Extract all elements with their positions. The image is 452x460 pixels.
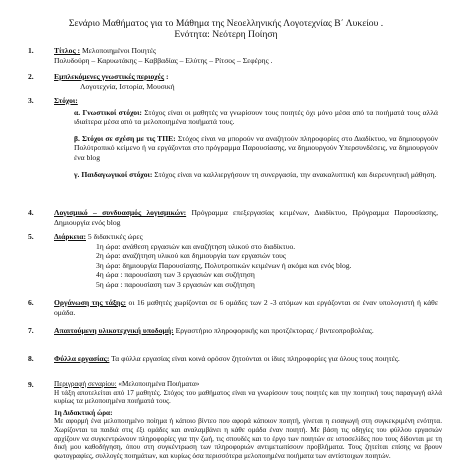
section-number: 3. <box>28 96 34 105</box>
document-title <box>0 18 452 40</box>
section-scenario-description <box>28 380 442 460</box>
section-label: Περιγραφή σεναρίου: <box>54 380 117 388</box>
goal-label: β. Στόχοι σε σχέση με τις ΤΠΕ: <box>74 133 176 143</box>
list-item: 5η ώρα : παρουσίαση των 3 εργασιών και συζήτηση <box>96 279 255 289</box>
section-text: Μελοποιημένοι Ποιητές <box>80 46 157 55</box>
poets-list: Πολυδούρη – Καρυωτάκης – Καββαδίας – Ελύτης – Ρίτσος – Σεφέρης . <box>54 55 273 65</box>
section-text: Πρόγραμμα επεξεργασίας κειμένων, Διαδίκτυο, Πρόγραμμα Παρουσίασης, Δημιουργία ενός blog <box>54 208 439 227</box>
section-text: «Μελοποιημένα Ποιήματα» <box>116 380 200 388</box>
section-number: 4. <box>28 208 34 217</box>
goal-text: Στόχος είναι να καλλιεργήσουν τη συνεργασία, την ανακαλυπτική και διερευνητική μάθηση. <box>152 169 437 179</box>
goal-label: α. Γνωστικοί στόχοι: <box>74 107 142 117</box>
section-number: 2. <box>28 72 34 81</box>
goal-label: γ. Παιδαγωγικοί στόχοι: <box>74 169 153 179</box>
section-number: 9. <box>28 380 34 389</box>
section-infrastructure <box>28 326 438 336</box>
goal-pedagogical <box>74 170 438 180</box>
section-label: Στόχοι: <box>54 96 78 105</box>
section-label: Εμπλεκόμενες γνωστικές περιοχές <box>54 72 165 81</box>
section-number: 8. <box>28 354 34 363</box>
goal-cognitive <box>74 108 438 127</box>
section-label-suffix: : <box>164 72 169 81</box>
section-text: Τα φύλλα εργασίας είναι κοινά ορόσον ζητούνται οι ίδιες πληροφορίες για όλους τους ποιητές. <box>109 354 400 363</box>
section-class-organization <box>28 298 438 317</box>
section-label: Οργάνωση της τάξης: <box>54 298 127 307</box>
section-label: Διάρκεια: <box>54 232 86 241</box>
section-label: Τίτλος : <box>54 46 81 55</box>
list-item: 3η ώρα: δημιουργία Παρουσίασης, Πολυτροπικών κειμένων ή ακόμα και ενός blog. <box>96 260 352 270</box>
title-line-1: Σενάριο Μαθήματος για το Μάθημα της Νεοελληνικής Λογοτεχνίας Β΄ Λυκείου . <box>68 18 384 29</box>
section-number: 6. <box>28 298 34 307</box>
section-text: Εργαστήριο πληροφορικής και προτζέκτορας / βιντεοπροβολέας. <box>173 326 374 335</box>
section-text: Λογοτεχνία, Ιστορία, Μουσική <box>80 81 175 91</box>
hour-text: Με αφορμή ένα μελοποιημένο ποίημα ή κάποιο βίντεο που αφορά κάποιον ποιητή, γίνεται η εισαγωγή στη συγκεκριμένη ενότητα. Χωρίζονται τα παιδιά στις έξι ομάδες και αναλαμβάνει η κάθε ομάδα έναν ποιητή. Με βάση τις οδηγίες του φύλλου εργασιών αρχίζουν να συγκεντρώνουν πληροφορίες για την ζωή, τις σπουδές και το έργο των ποιητών σε ιστοσελίδες που τους δίδονται με τη δική μου καθοδήγηση, όπου στη συγκέντρωση των πληροφοριών αντιμετωπίσουν προβλήματα. Τους ζητείται επίσης να βρουν φωτογραφίες, συλλογές ποιημάτων, και κυρίως όσα περισσότερα μελοποιημένα ποιήματα των αντίστοιχων ποιητών. <box>54 417 442 460</box>
section-worksheets <box>28 354 438 364</box>
section-number: 1. <box>28 46 34 55</box>
hours-list <box>54 242 438 290</box>
section-duration <box>28 232 438 290</box>
goal-text: Στόχος είναι οι μαθητές να γνωρίσουν τους ποιητές όχι μόνο μέσα από τα ποιήματά τους αλλά ιδιαίτερα μέσα από τα μελοποιημένα ποιήματά τους. <box>74 107 438 127</box>
section-text: 5 διδακτικές ώρες <box>86 232 143 241</box>
section-text: οι 16 μαθητές χωρίζονται σε 6 ομάδες των 2 -3 ατόμων και εργάζονται σε έναν υπολογιστή ή κάθε ομάδα. <box>54 298 439 317</box>
list-item: 2η ώρα: αναζήτηση υλικού και δημιουργία των εργασιών τους <box>96 251 286 261</box>
section-label: Φύλλα εργασίας: <box>54 354 110 363</box>
list-item: 4η ώρα : παρουσίαση των 3 εργασιών και συζήτηση <box>96 270 255 280</box>
section-goals <box>28 96 438 179</box>
scenario-intro: Η τάξη αποτελείται από 17 μαθητές. Στόχος του μαθήματος είναι να γνωρίσουν τους ποιητές και την ποιητική τους παραγωγή αλλά κυρίως τα μελοποιημένα ποιήματά τους. <box>54 388 442 406</box>
section-label: Απαιτούμενη υλικοτεχνική υποδομή: <box>54 326 174 335</box>
title-line-2: Ενότητα: Νεότερη Ποίηση <box>174 29 278 40</box>
section-label: Λογισμικό – συνδυασμός λογισμικών: <box>54 208 187 217</box>
section-number: 7. <box>28 326 34 335</box>
section-software <box>28 208 438 227</box>
section-number: 5. <box>28 232 34 241</box>
section-title <box>28 46 438 65</box>
goal-text: Στόχος είναι να μπορούν να αναζητούν πληροφορίες στο Διαδίκτυο, να δημιουργούν Πολύτροπικό κείμενο ή να εργάζονται στο πρόγραμμα Παρουσίασης, να δημιουργούν Υπερσυνδέσεις, να δημιουργούν ένα blog <box>74 133 438 162</box>
section-cognitive-areas <box>28 72 438 91</box>
hour-label: 1η Διδακτική ώρα: <box>54 408 113 417</box>
list-item: 1η ώρα: ανάθεση εργασιών και αναζήτηση υλικού στο διαδίκτυο. <box>96 241 296 251</box>
goal-ict <box>74 134 438 163</box>
